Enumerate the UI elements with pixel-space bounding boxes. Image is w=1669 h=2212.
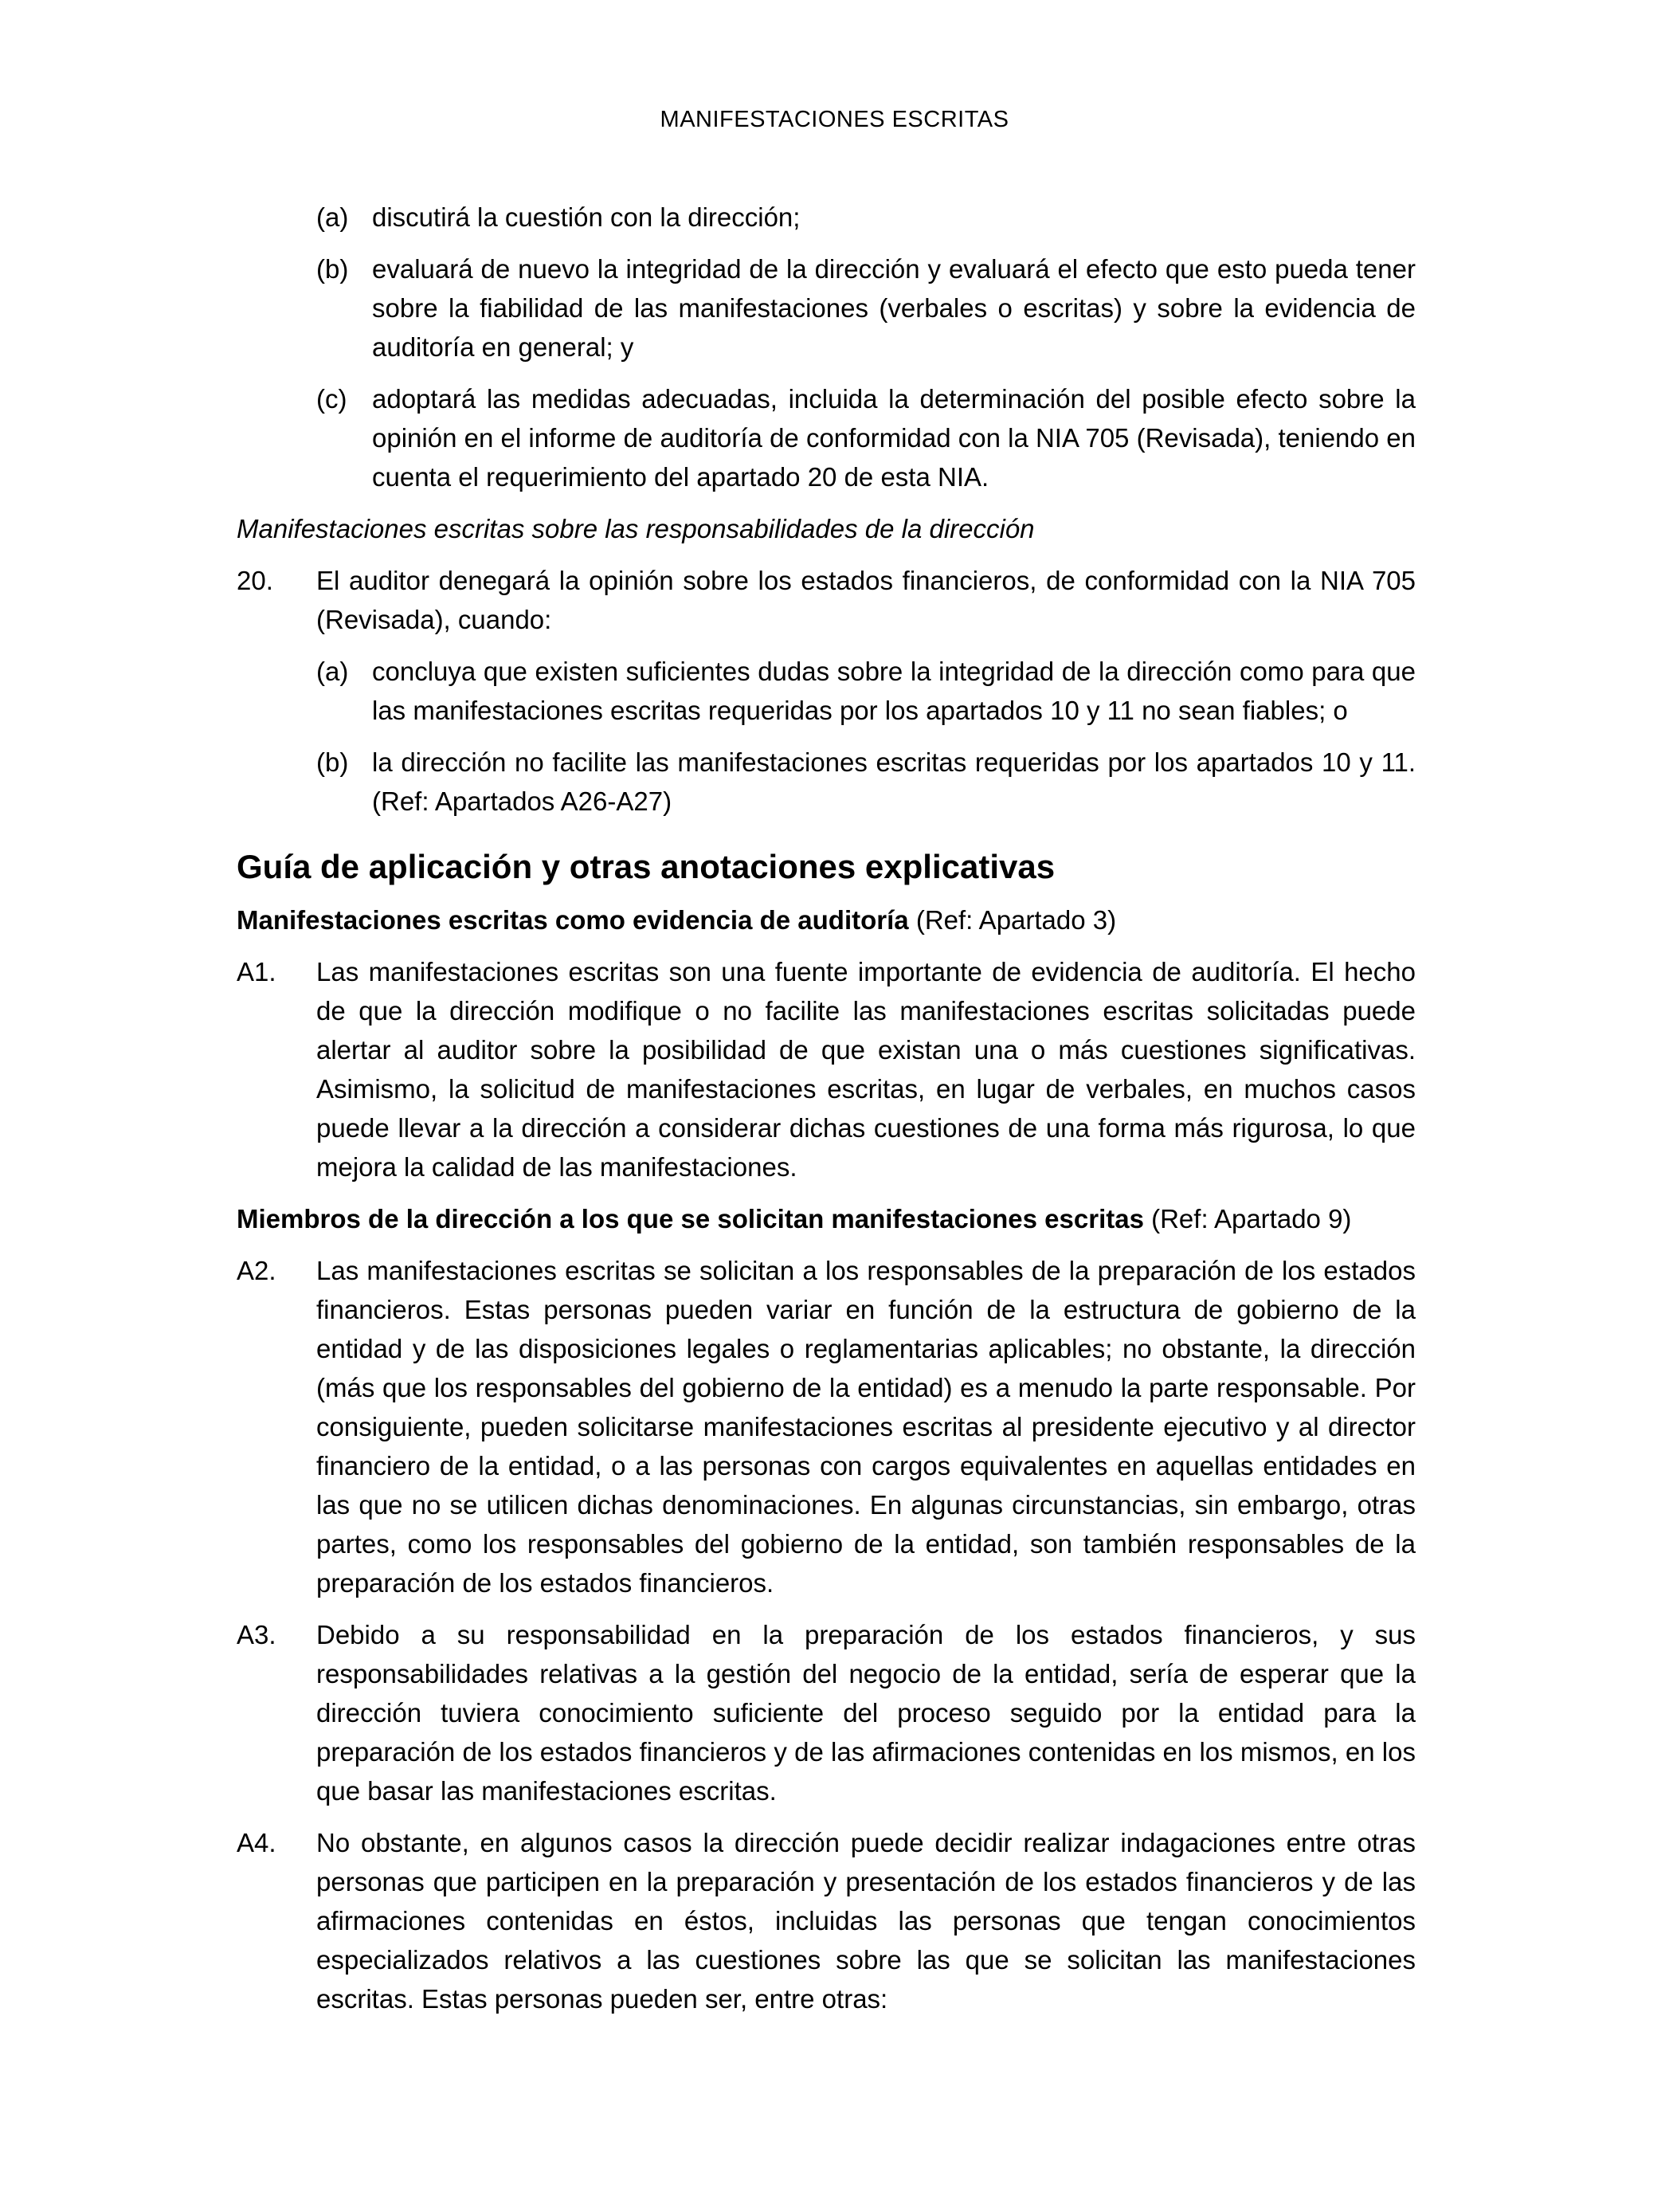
page-content [237,198,1416,2031]
list-item [237,198,1416,237]
section-heading: Guía de aplicación y otras anotaciones explicativas [237,848,1056,885]
list-item [237,379,1416,496]
subsection-title: Manifestaciones escritas como evidencia de auditoría [237,905,909,935]
list-text: adoptará las medidas adecuadas, incluida la determinación del posible efecto sobre la opinión en el informe de auditoría de conformidad con la NIA 705 (Revisada), teniendo en cuenta el requerimiento del apartado 20 de esta NIA. [372,384,1416,492]
paragraph-number: A1. [237,957,276,986]
subsection-heading [237,900,1416,939]
list-item [237,249,1416,367]
paragraph-text: El auditor denegará la opinión sobre los estados financieros, de conformidad con la NIA 705 (Revisada), cuando: [316,566,1416,634]
list-text: evaluará de nuevo la integridad de la dirección y evaluará el efecto que esto pueda tener sobre la fiabilidad de las manifestaciones (verbales o escritas) y sobre la evidencia de auditoría en general; y [372,254,1416,362]
paragraph-number: 20. [237,566,273,595]
paragraph-text: Las manifestaciones escritas se solicitan a los responsables de la preparación de los estados financieros. Estas personas pueden variar en función de la estructura de gobierno de la entidad y de las disposiciones legales o reglamentarias aplicables; no obstante, la dirección (más que los responsables del gobierno de la entidad) es a menudo la parte responsable. Por consiguiente, pueden solicitarse manifestaciones escritas al presidente ejecutivo y al director financiero de la entidad, o a las personas con cargos equivalentes en aquellas entidades en las que no se utilicen dichas denominaciones. En algunas circunstancias, sin embargo, otras partes, como los responsables del gobierno de la entidad, son también responsables de la preparación de los estados financieros. [316,1256,1416,1598]
page-header: MANIFESTACIONES ESCRITAS [660,107,1009,132]
subsection-ref: (Ref: Apartado 3) [908,905,1117,935]
paragraph-a3 [237,1615,1416,1810]
paragraph-number: A4. [237,1828,276,1857]
list-label: (a) [316,657,349,686]
list-item [237,743,1416,821]
paragraph-a2 [237,1251,1416,1602]
subsection-heading [237,1199,1416,1238]
list-text: discutirá la cuestión con la dirección; [372,202,801,232]
list-label: (a) [316,202,349,232]
list-label: (b) [316,747,349,777]
list-item [237,652,1416,730]
paragraph-20 [237,561,1416,639]
list-label: (c) [316,384,347,414]
paragraph-text: Las manifestaciones escritas son una fuente importante de evidencia de auditoría. El hecho de que la dirección modifique o no facilite las manifestaciones escritas solicitadas puede alertar al auditor sobre la posibilidad de que existan una o más cuestiones significativas. Asimismo, la solicitud de manifestaciones escritas, en lugar de verbales, en muchos casos puede llevar a la dirección a considerar dichas cuestiones de una forma más rigurosa, lo que mejora la calidad de las manifestaciones. [316,957,1416,1182]
paragraph-number: A2. [237,1256,276,1285]
section-subtitle: Manifestaciones escritas sobre las responsabilidades de la dirección [237,514,1035,543]
subsection-title: Miembros de la dirección a los que se solicitan manifestaciones escritas [237,1204,1144,1233]
paragraph-text: No obstante, en algunos casos la dirección puede decidir realizar indagaciones entre otras personas que participen en la preparación y presentación de los estados financieros y de las afirmaciones contenidas en éstos, incluidas las personas que tengan conocimientos especializados relativos a las cuestiones sobre las que se solicitan las manifestaciones escritas. Estas personas pueden ser, entre otras: [316,1828,1416,2014]
paragraph-a4 [237,1823,1416,2018]
list-label: (b) [316,254,349,284]
list-text: concluya que existen suficientes dudas sobre la integridad de la dirección como para que las manifestaciones escritas requeridas por los apartados 10 y 11 no sean fiables; o [372,657,1416,725]
list-text: la dirección no facilite las manifestaciones escritas requeridas por los apartados 10 y 11. (Ref: Apartados A26-A27) [372,747,1416,816]
paragraph-text: Debido a su responsabilidad en la preparación de los estados financieros, y sus responsabilidades relativas a la gestión del negocio de la entidad, sería de esperar que la dirección tuviera conocimiento suficiente del proceso seguido por la entidad para la preparación de los estados financieros y de las afirmaciones contenidas en los mismos, en los que basar las manifestaciones escritas. [316,1620,1416,1806]
paragraph-number: A3. [237,1620,276,1649]
subsection-ref: (Ref: Apartado 9) [1143,1204,1352,1233]
paragraph-a1 [237,952,1416,1186]
